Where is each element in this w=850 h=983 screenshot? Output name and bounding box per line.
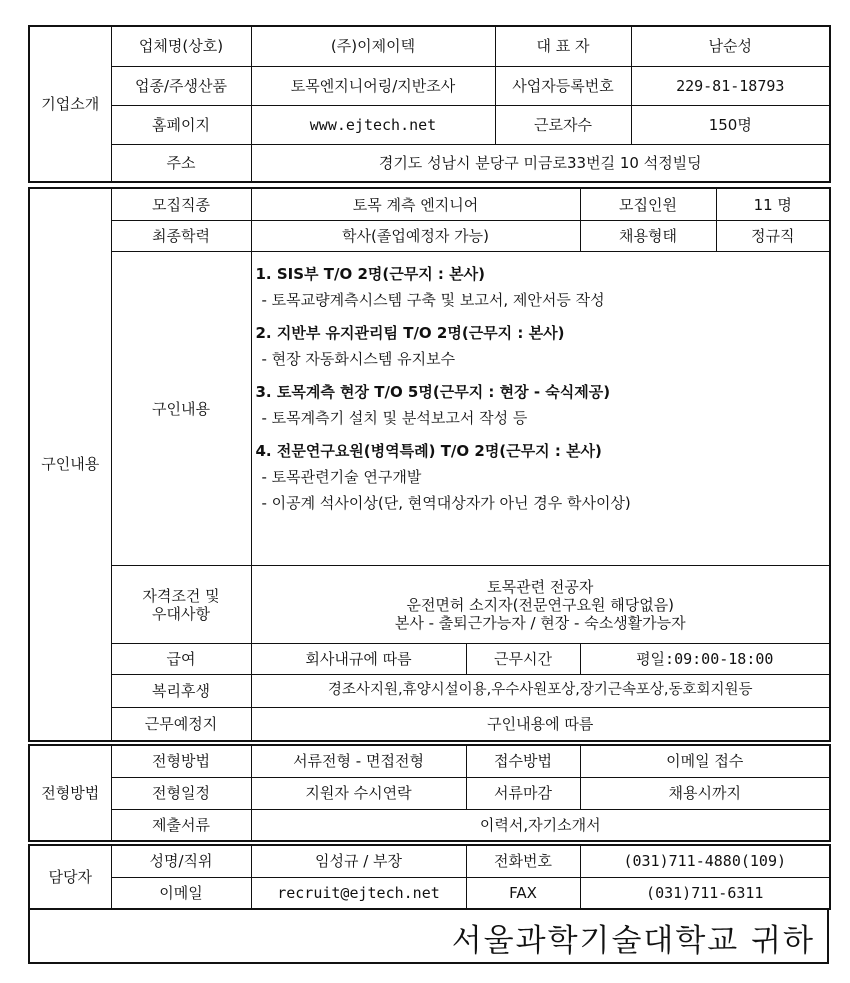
position-detail: - 현장 자동화시스템 유지보수 [261, 350, 456, 368]
deadline-value: 채용시까지 [580, 777, 830, 809]
count-cell [580, 188, 830, 221]
docs-label: 제출서류 [111, 809, 251, 841]
position-detail: - 토목계측기 설치 및 분석보고서 작성 등 [261, 409, 528, 427]
bizno-label: 사업자등록번호 [495, 66, 631, 105]
qual-value [251, 566, 830, 644]
homepage-label: 홈페이지 [111, 105, 251, 144]
method-label: 전형방법 [111, 745, 251, 777]
positions-list [251, 252, 830, 566]
position-detail: - 토목교량계측시스템 구축 및 보고서, 제안서등 작성 [261, 291, 605, 309]
employees-label: 근로자수 [495, 105, 631, 144]
apply-value: 이메일 접수 [580, 745, 830, 777]
position-detail: - 토목관련기술 연구개발 [261, 468, 422, 486]
type-label: 채용형태 [581, 221, 717, 251]
company-name-label: 업체명(상호) [111, 26, 251, 66]
job-value: 토목 계측 엔지니어 [251, 188, 580, 221]
position-detail: - 이공계 석사이상(단, 현역대상자가 아닌 경우 학사이상) [261, 494, 631, 512]
contact-name-value: 임성규 / 부장 [251, 845, 466, 877]
fax-label: FAX [466, 877, 580, 909]
qual-line: 운전면허 소지자(전문연구요원 해당없음) [406, 595, 675, 614]
qual-label [111, 566, 251, 644]
position-title: 3. 토목계측 현장 T/O 5명(근무지 : 현장 - 숙식제공) [255, 383, 611, 401]
phone-label: 전화번호 [466, 845, 580, 877]
company-section-label: 기업소개 [29, 26, 111, 182]
count-label: 모집인원 [581, 189, 717, 220]
recruit-section [28, 187, 831, 742]
employees-value: 150명 [631, 105, 830, 144]
type-cell [580, 221, 830, 252]
addressee-footer [28, 908, 829, 964]
job-label: 모집직종 [111, 188, 251, 221]
email-label: 이메일 [111, 877, 251, 909]
qual-line: 토목관련 전공자 [487, 577, 594, 596]
email-link[interactable]: recruit@ejtech.net [251, 877, 466, 909]
address-value: 경기도 성남시 분당구 미금로33번길 10 석정빌딩 [251, 144, 830, 182]
fax-value: (031)711-6311 [580, 877, 830, 909]
ceo-value: 남순성 [631, 26, 830, 66]
type-value: 정규직 [751, 227, 795, 245]
position-title: 4. 전문연구요원(병역특례) T/O 2명(근무지 : 본사) [255, 442, 602, 460]
contact-name-label: 성명/직위 [111, 845, 251, 877]
content-label: 구인내용 [111, 252, 251, 566]
edu-label: 최종학력 [111, 221, 251, 252]
selection-section [28, 744, 831, 842]
schedule-value: 지원자 수시연락 [251, 777, 466, 809]
location-label: 근무예정지 [111, 708, 251, 741]
qual-label-line: 우대사항 [152, 604, 210, 623]
deadline-label: 서류마감 [466, 777, 580, 809]
homepage-link[interactable]: www.ejtech.net [251, 105, 495, 144]
count-value: 11 명 [753, 195, 792, 214]
hours-value: 평일:09:00-18:00 [580, 644, 830, 675]
salary-label: 급여 [111, 644, 251, 675]
location-value: 구인내용에 따름 [251, 708, 830, 741]
bizno-value: 229-81-18793 [631, 66, 830, 105]
method-value: 서류전형 - 면접전형 [251, 745, 466, 777]
qual-line: 본사 - 출퇴근가능자 / 현장 - 숙소생활가능자 [394, 613, 686, 632]
welfare-value: 경조사지원,휴양시설이용,우수사원포상,장기근속포상,동호회지원등 [251, 675, 830, 708]
contact-section [28, 844, 831, 910]
selection-section-label: 전형방법 [29, 745, 111, 841]
schedule-label: 전형일정 [111, 777, 251, 809]
salary-value: 회사내규에 따름 [251, 644, 466, 675]
address-label: 주소 [111, 144, 251, 182]
company-name-value: (주)이제이텍 [251, 26, 495, 66]
welfare-label: 복리후생 [111, 675, 251, 708]
company-section [28, 25, 831, 183]
edu-value: 학사(졸업예정자 가능) [251, 221, 580, 252]
hours-label: 근무시간 [466, 644, 580, 675]
ceo-label: 대 표 자 [495, 26, 631, 66]
addressee-text: 서울과학기술대학교 귀하 [451, 923, 815, 959]
phone-value: (031)711-4880(109) [580, 845, 830, 877]
industry-label: 업종/주생산품 [111, 66, 251, 105]
docs-value: 이력서,자기소개서 [251, 809, 830, 841]
contact-section-label: 담당자 [29, 845, 111, 909]
industry-value: 토목엔지니어링/지반조사 [251, 66, 495, 105]
position-title: 1. SIS부 T/O 2명(근무지 : 본사) [255, 265, 485, 283]
recruit-section-label: 구인내용 [29, 188, 111, 741]
position-title: 2. 지반부 유지관리팀 T/O 2명(근무지 : 본사) [255, 324, 565, 342]
qual-label-line: 자격조건 및 [142, 586, 220, 605]
apply-label: 접수방법 [466, 745, 580, 777]
